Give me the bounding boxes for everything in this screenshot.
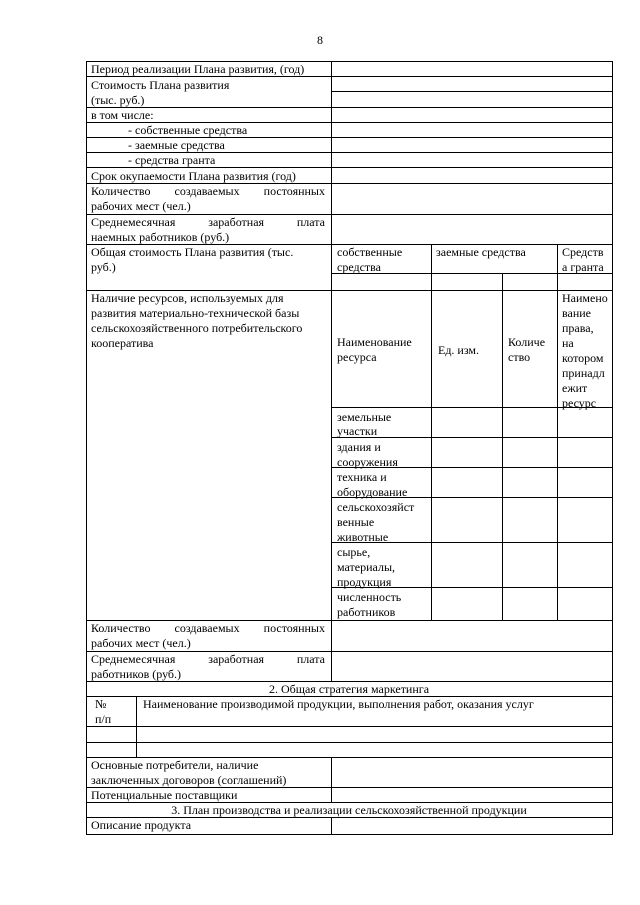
period-label: Период реализации Плана развития, (год) (91, 62, 305, 76)
ownership-header-line5: котором (562, 351, 604, 365)
table-vline (431, 244, 432, 291)
table-right-border (612, 61, 613, 835)
total-cost-label-line1: Общая стоимость Плана развития (тыс. (91, 245, 294, 259)
resource-staff-line1: численность (337, 590, 402, 604)
ownership-header-line6: принадл (562, 366, 605, 380)
resource-raw-line2: материалы, (337, 560, 396, 574)
resource-staff-line2: работников (337, 605, 396, 619)
ownership-header-line7: ежит (562, 381, 588, 395)
page-number: 8 (317, 33, 323, 47)
salary2-label-line1: Среднемесячная заработная плата (91, 652, 325, 666)
total-own-header-line2: средства (337, 260, 382, 274)
quantity-header-line2: ство (508, 350, 531, 364)
table-vline (557, 244, 558, 291)
table-vline (502, 290, 503, 621)
table-vline (136, 696, 137, 758)
resource-raw-line1: сырье, (337, 545, 371, 559)
total-borrowed-header: заемные средства (436, 245, 526, 259)
quantity-header-line1: Количе (508, 335, 546, 349)
table-hline (86, 742, 613, 743)
ownership-header-line8: ресурс (562, 396, 597, 410)
resource-animals-line3: животные (337, 530, 389, 544)
consumers-label-line2: заключенных договоров (соглашений) (91, 773, 287, 787)
row-number-header-line1: № (95, 697, 107, 711)
table-hline (331, 91, 613, 92)
unit-header: Ед. изм. (438, 343, 480, 357)
resource-animals-line1: сельскохозяйст (337, 500, 415, 514)
resource-land-line1: земельные (337, 410, 392, 424)
cost-label-line2: (тыс. руб.) (91, 93, 145, 107)
own-funds-label: - собственные средства (128, 123, 248, 137)
resources-label-line2: развития материально-технической базы (91, 306, 300, 320)
resource-buildings-line1: здания и (337, 440, 381, 454)
table-vline (331, 817, 332, 835)
resource-land-line2: участки (337, 424, 378, 438)
including-label: в том числе: (91, 108, 154, 122)
salary2-label-line2: работников (руб.) (91, 667, 182, 681)
payback-label: Срок окупаемости Плана развития (год) (91, 169, 296, 183)
product-name-header: Наименование производимой продукции, выполнения работ, оказания услуг (143, 697, 534, 711)
ownership-header-line4: на (562, 336, 574, 350)
jobs2-label-line1: Количество создаваемых постоянных (91, 621, 325, 635)
resource-animals-line2: венные (337, 515, 375, 529)
jobs-label-line1: Количество создаваемых постоянных (91, 184, 325, 198)
resources-label-line3: сельскохозяйственного потребительского (91, 321, 303, 335)
ownership-header-line2: вание (562, 306, 592, 320)
total-cost-label-line2: руб.) (91, 260, 116, 274)
resource-name-header-line1: Наименование (337, 335, 412, 349)
ownership-header-line3: права, (562, 321, 594, 335)
table-vline (502, 273, 503, 291)
ownership-header-line1: Наимено (562, 291, 608, 305)
resources-label-line1: Наличие ресурсов, используемых для (91, 291, 284, 305)
total-own-header-line1: собственные (337, 245, 403, 259)
row-number-header-line2: п/п (95, 712, 112, 726)
table-hline (86, 107, 613, 108)
product-description-label: Описание продукта (91, 818, 192, 832)
section2-title: 2. Общая стратегия маркетинга (268, 682, 430, 696)
consumers-label-line1: Основные потребители, наличие (91, 758, 259, 772)
section3-title: 3. План производства и реализации сельскохозяйственной продукции (171, 803, 527, 817)
table-vline (431, 290, 432, 621)
grant-funds-label: - средства гранта (128, 153, 216, 167)
table-vline (331, 757, 332, 803)
resource-equipment-line1: техника и (337, 470, 387, 484)
total-grant-header-line2: а гранта (562, 260, 604, 274)
salary-label-line2: наемных работников (руб.) (91, 230, 230, 244)
cost-label-line1: Стоимость Плана развития (91, 78, 230, 92)
table-hline (86, 834, 613, 835)
resource-raw-line3: продукция (337, 575, 392, 589)
table-left-border (86, 61, 87, 835)
resource-buildings-line2: сооружения (337, 455, 398, 469)
total-grant-header-line1: Средств (562, 245, 604, 259)
resource-name-header-line2: ресурса (337, 350, 377, 364)
table-vline (557, 290, 558, 621)
salary-label-line1: Среднемесячная заработная плата (91, 215, 325, 229)
resource-equipment-line2: оборудование (337, 485, 408, 499)
table-middle-divider (331, 61, 332, 682)
suppliers-label: Потенциальные поставщики (91, 788, 238, 802)
jobs2-label-line2: рабочих мест (чел.) (91, 636, 191, 650)
table-hline (86, 726, 613, 727)
borrowed-funds-label: - заемные средства (128, 138, 225, 152)
jobs-label-line2: рабочих мест (чел.) (91, 199, 191, 213)
resources-label-line4: кооператива (91, 336, 154, 350)
